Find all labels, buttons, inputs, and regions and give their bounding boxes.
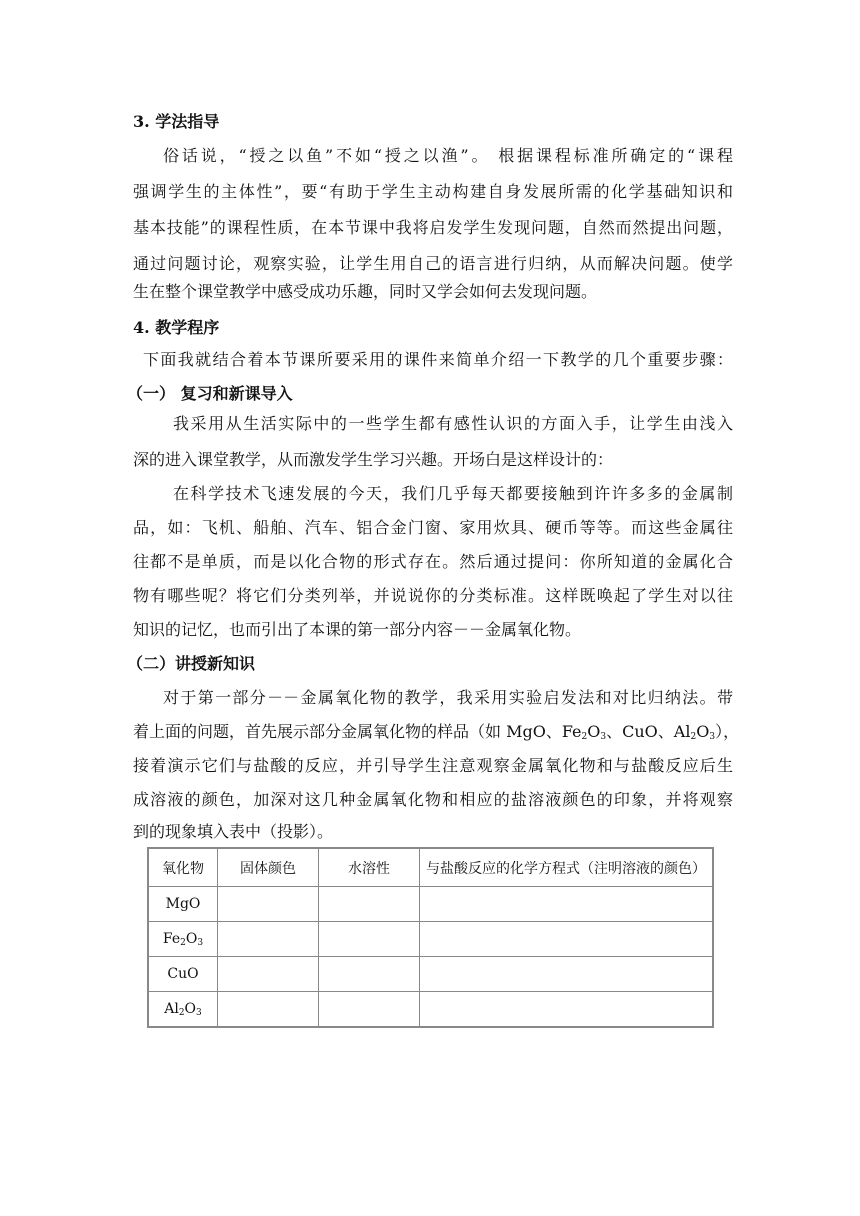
table-header-cell: 固体颜色 bbox=[218, 848, 319, 887]
paragraph-line: 物有哪些呢？将它们分类列举，并说说你的分类标准。这样既唤起了学生对以往 bbox=[133, 586, 733, 605]
solid-color-cell[interactable] bbox=[218, 887, 319, 922]
table-header-cell: 氧化物 bbox=[148, 848, 218, 887]
equation-cell[interactable] bbox=[420, 957, 714, 992]
table-row bbox=[148, 887, 713, 922]
equation-cell[interactable] bbox=[420, 887, 714, 922]
paragraph-line: 接着演示它们与盐酸的反应，并引导学生注意观察金属氧化物和与盐酸反应后生 bbox=[133, 756, 733, 775]
observation-table bbox=[147, 847, 714, 1028]
table-header-cell: 与盐酸反应的化学方程式（注明溶液的颜色） bbox=[420, 848, 714, 887]
table-header-row bbox=[148, 848, 713, 887]
table-row bbox=[148, 922, 713, 957]
paragraph-line: 成溶液的颜色，加深对这几种金属氧化物和相应的盐溶液颜色的印象，并将观察 bbox=[133, 790, 733, 809]
oxide-cell: MgO bbox=[148, 887, 218, 922]
paragraph-line: 强调学生的主体性”，要“有助于学生主动构建自身发展所需的化学基础知识和 bbox=[133, 182, 733, 201]
subsection-heading-1: （一） 复习和新课导入 bbox=[127, 384, 293, 403]
paragraph-line: 基本技能”的课程性质，在本节课中我将启发学生发现问题，自然而然提出问题， bbox=[133, 218, 733, 237]
paragraph-line: 通过问题讨论，观察实验，让学生用自己的语言进行归纳，从而解决问题。使学 bbox=[133, 254, 733, 273]
solid-color-cell[interactable] bbox=[218, 992, 319, 1028]
solubility-cell[interactable] bbox=[319, 957, 420, 992]
paragraph-line: 到的现象填入表中（投影）。 bbox=[133, 822, 334, 841]
table-row bbox=[148, 992, 713, 1028]
paragraph-line: 在科学技术飞速发展的今天，我们几乎每天都要接触到许许多多的金属制 bbox=[173, 484, 733, 503]
paragraph-line: 着上面的问题，首先展示部分金属氧化物的样品（如 MgO、$Fe_2O_3$、CuO、$Al_2O_3$）， bbox=[133, 722, 740, 742]
solubility-cell[interactable] bbox=[319, 992, 420, 1028]
equation-cell[interactable] bbox=[420, 992, 714, 1028]
table-row bbox=[148, 957, 713, 992]
paragraph-line: 品，如：飞机、船舶、汽车、铝合金门窗、家用炊具、硬币等等。而这些金属往 bbox=[133, 518, 733, 537]
paragraph-line: 俗话说，“授之以鱼”不如“授之以渔”。 根据课程标准所确定的“课程 bbox=[163, 146, 733, 165]
solubility-cell[interactable] bbox=[319, 922, 420, 957]
solid-color-cell[interactable] bbox=[218, 922, 319, 957]
paragraph-line: 往都不是单质，而是以化合物的形式存在。然后通过提问：你所知道的金属化合 bbox=[133, 552, 733, 571]
paragraph-line: 对于第一部分－－金属氧化物的教学，我采用实验启发法和对比归纳法。带 bbox=[163, 688, 733, 707]
section-heading-3: 3. 学法指导 bbox=[133, 112, 220, 131]
equation-cell[interactable] bbox=[420, 922, 714, 957]
subsection-heading-2: （二）讲授新知识 bbox=[127, 654, 256, 673]
oxide-cell: CuO bbox=[148, 957, 218, 992]
solid-color-cell[interactable] bbox=[218, 957, 319, 992]
oxide-cell: $Fe_2O_3$ bbox=[148, 922, 218, 957]
intro-line: 下面我就结合着本节课所要采用的课件来简单介绍一下教学的几个重要步骤： bbox=[143, 350, 733, 369]
paragraph-line: 我采用从生活实际中的一些学生都有感性认识的方面入手，让学生由浅入 bbox=[173, 414, 733, 433]
section-heading-4: 4. 教学程序 bbox=[133, 318, 220, 337]
oxide-cell: $Al_2O_3$ bbox=[148, 992, 218, 1028]
paragraph-line: 深的进入课堂教学，从而激发学生学习兴趣。开场白是这样设计的： bbox=[133, 450, 614, 469]
paragraph-line: 生在整个课堂教学中感受成功乐趣，同时又学会如何去发现问题。 bbox=[133, 282, 598, 301]
table-header-cell: 水溶性 bbox=[319, 848, 420, 887]
solubility-cell[interactable] bbox=[319, 887, 420, 922]
paragraph-line: 知识的记忆，也而引出了本课的第一部分内容－－金属氧化物。 bbox=[133, 620, 582, 639]
